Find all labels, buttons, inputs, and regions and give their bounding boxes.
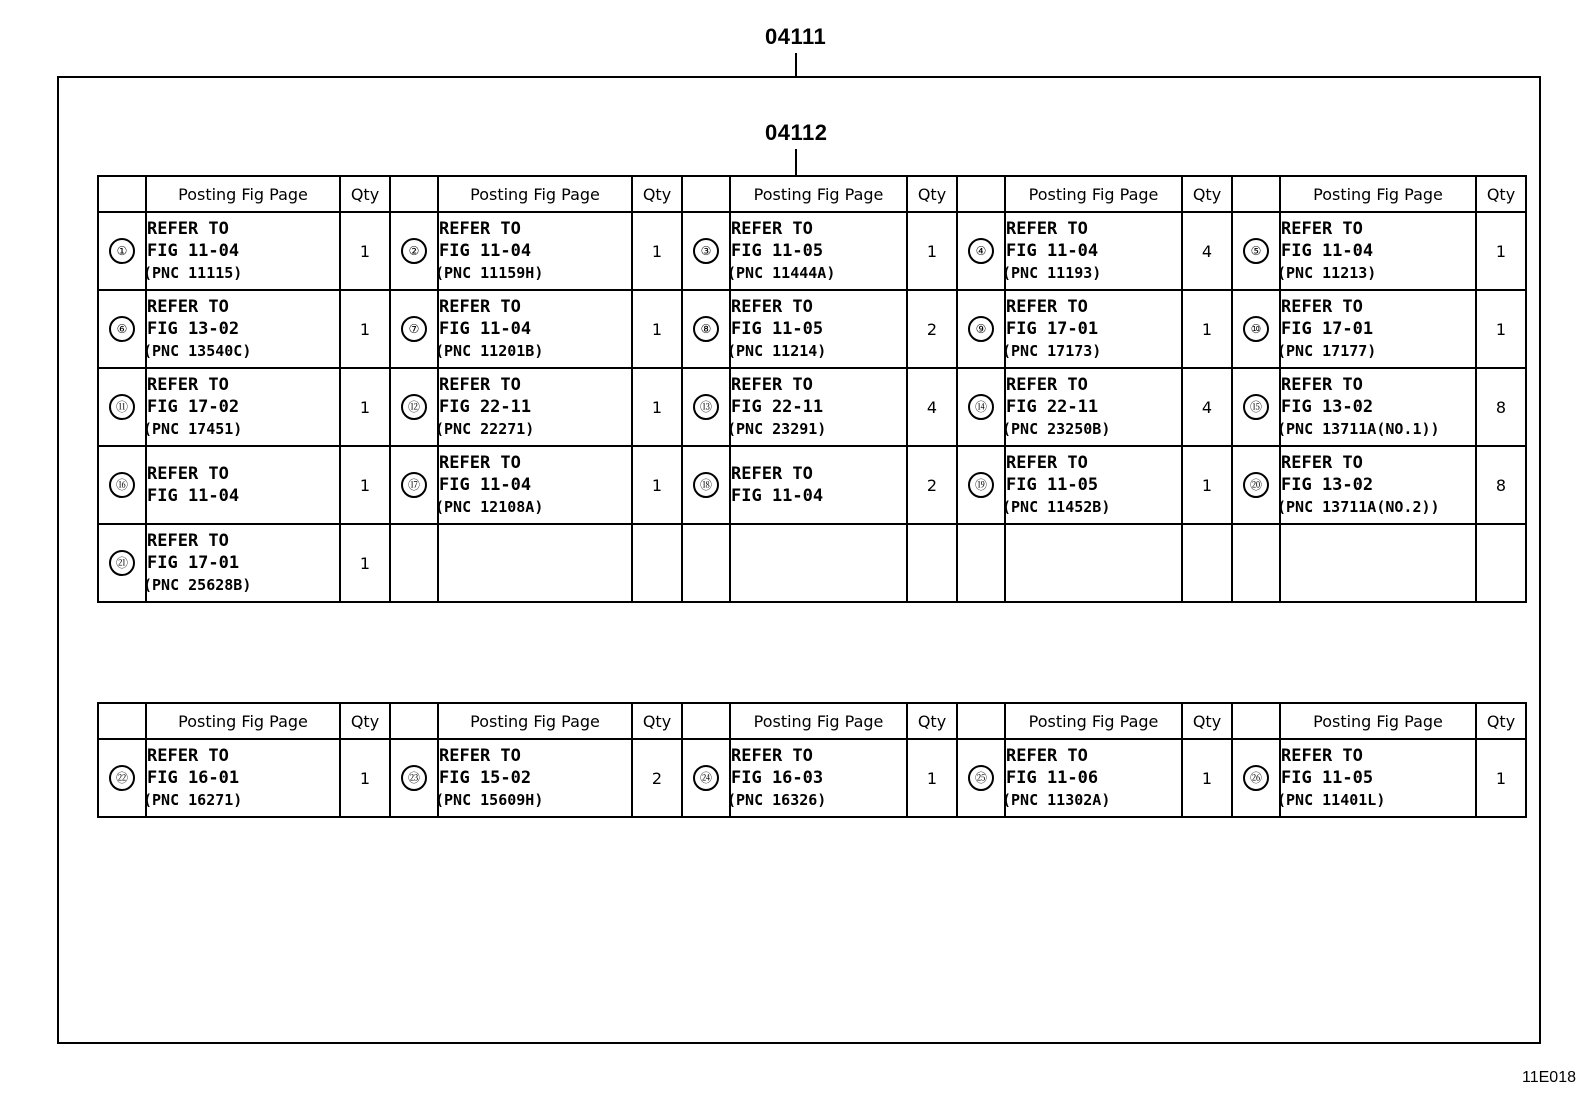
- pnc-ref: (PNC 11213): [1277, 264, 1377, 282]
- refer-to-cell: [143, 212, 340, 290]
- callout-number: ⑫: [401, 394, 427, 420]
- fig-page-ref: FIG 16-01: [147, 768, 240, 788]
- header-qty: Qty: [1182, 176, 1232, 212]
- callout-number-cell: [682, 524, 730, 602]
- subassembly-leader-line: [795, 149, 797, 175]
- refer-to-text: REFER TO: [147, 464, 229, 484]
- callout-number: ㉑: [109, 550, 135, 576]
- pnc-ref: (PNC 23250B): [1002, 420, 1111, 438]
- refer-to-cell: [1002, 739, 1182, 817]
- pnc-ref: (PNC 13540C): [143, 342, 252, 360]
- refer-to-text: REFER TO: [147, 375, 229, 395]
- header-qty: Qty: [632, 176, 682, 212]
- qty-cell: 1: [1476, 212, 1526, 290]
- header-posting-fig-page: Posting Fig Page: [1280, 703, 1476, 739]
- refer-to-cell: [730, 446, 907, 524]
- fig-page-ref: FIG 22-11: [1006, 397, 1099, 417]
- header-posting-fig-page: Posting Fig Page: [438, 703, 632, 739]
- refer-to-cell: [727, 290, 907, 368]
- refer-to-cell: [143, 739, 340, 817]
- header-posting-fig-page: Posting Fig Page: [1005, 176, 1182, 212]
- figure-code: 11E018: [1522, 1069, 1576, 1086]
- callout-number-cell: [98, 446, 146, 524]
- header-index-cell: [1232, 176, 1280, 212]
- refer-to-text: REFER TO: [731, 219, 813, 239]
- callout-number: ⑧: [693, 316, 719, 342]
- refer-to-text: REFER TO: [1006, 746, 1088, 766]
- pnc-ref: (PNC 13711A(NO.1)): [1277, 420, 1440, 438]
- callout-number: ⑭: [968, 394, 994, 420]
- refer-to-cell: [1277, 368, 1476, 446]
- callout-number: ⑱: [693, 472, 719, 498]
- qty-cell: 2: [632, 739, 682, 817]
- refer-to-cell: [435, 446, 632, 524]
- pnc-ref: (PNC 15609H): [435, 791, 544, 809]
- header-index-cell: [1232, 703, 1280, 739]
- refer-to-text: REFER TO: [1281, 453, 1363, 473]
- callout-number: ⑥: [109, 316, 135, 342]
- callout-number-cell: [957, 524, 1005, 602]
- qty-cell: 1: [632, 368, 682, 446]
- header-index-cell: [682, 176, 730, 212]
- refer-to-cell: [727, 739, 907, 817]
- qty-cell: 1: [1182, 739, 1232, 817]
- callout-number: ㉓: [401, 765, 427, 791]
- refer-to-text: REFER TO: [147, 219, 229, 239]
- qty-cell: [1476, 524, 1526, 602]
- header-index-cell: [682, 703, 730, 739]
- callout-number: ①: [109, 238, 135, 264]
- refer-to-text: REFER TO: [147, 297, 229, 317]
- header-index-cell: [957, 176, 1005, 212]
- qty-cell: 1: [340, 446, 390, 524]
- assembly-label: 04111: [765, 24, 827, 49]
- callout-number: ③: [693, 238, 719, 264]
- pnc-ref: (PNC 17451): [143, 420, 243, 438]
- callout-number: ㉒: [109, 765, 135, 791]
- qty-cell: [632, 524, 682, 602]
- qty-cell: 4: [1182, 368, 1232, 446]
- callout-number: ④: [968, 238, 994, 264]
- pnc-ref: (PNC 22271): [435, 420, 535, 438]
- refer-to-cell: [1277, 739, 1476, 817]
- refer-to-cell: [730, 524, 907, 602]
- pnc-ref: (PNC 11302A): [1002, 791, 1111, 809]
- header-posting-fig-page: Posting Fig Page: [438, 176, 632, 212]
- fig-page-ref: FIG 11-05: [1281, 768, 1374, 788]
- refer-to-text: REFER TO: [1281, 297, 1363, 317]
- callout-number: ⑮: [1243, 394, 1269, 420]
- fig-page-ref: FIG 22-11: [439, 397, 532, 417]
- pnc-ref: (PNC 11214): [727, 342, 827, 360]
- fig-page-ref: FIG 11-04: [1281, 241, 1374, 261]
- fig-page-ref: FIG 13-02: [1281, 397, 1374, 417]
- table-row: [98, 524, 1526, 602]
- qty-cell: [1182, 524, 1232, 602]
- refer-to-cell: [1277, 446, 1476, 524]
- callout-number-cell: [957, 446, 1005, 524]
- qty-cell: 1: [907, 739, 957, 817]
- refer-to-cell: [438, 524, 632, 602]
- refer-to-text: REFER TO: [731, 746, 813, 766]
- pnc-ref: (PNC 11193): [1002, 264, 1102, 282]
- header-qty: Qty: [632, 703, 682, 739]
- pnc-ref: (PNC 11444A): [727, 264, 836, 282]
- fig-page-ref: FIG 11-05: [731, 241, 824, 261]
- header-index-cell: [98, 176, 146, 212]
- refer-to-text: REFER TO: [1006, 453, 1088, 473]
- fig-page-ref: FIG 11-05: [731, 319, 824, 339]
- refer-to-text: REFER TO: [1281, 746, 1363, 766]
- table-row: [98, 290, 1526, 368]
- header-index-cell: [98, 703, 146, 739]
- callout-number-cell: [682, 212, 730, 290]
- header-posting-fig-page: Posting Fig Page: [1005, 703, 1182, 739]
- fig-page-ref: FIG 11-05: [1006, 475, 1099, 495]
- callout-number: ⑩: [1243, 316, 1269, 342]
- header-posting-fig-page: Posting Fig Page: [146, 703, 340, 739]
- qty-cell: 1: [340, 739, 390, 817]
- qty-cell: 8: [1476, 446, 1526, 524]
- refer-to-cell: [1002, 290, 1182, 368]
- pnc-ref: (PNC 17177): [1277, 342, 1377, 360]
- fig-page-ref: FIG 11-04: [731, 486, 824, 506]
- refer-to-cell: [727, 368, 907, 446]
- qty-cell: 1: [1182, 446, 1232, 524]
- fig-page-ref: FIG 13-02: [147, 319, 240, 339]
- callout-number-cell: [1232, 739, 1280, 817]
- fig-page-ref: FIG 17-01: [1281, 319, 1374, 339]
- pnc-ref: (PNC 11201B): [435, 342, 544, 360]
- refer-to-cell: [1005, 524, 1182, 602]
- callout-number: ⑤: [1243, 238, 1269, 264]
- callout-number-cell: [1232, 446, 1280, 524]
- refer-to-cell: [1002, 212, 1182, 290]
- refer-to-text: REFER TO: [147, 746, 229, 766]
- refer-to-text: REFER TO: [147, 531, 229, 551]
- qty-cell: 1: [632, 212, 682, 290]
- table-header-row: [98, 176, 1526, 212]
- header-qty: Qty: [1182, 703, 1232, 739]
- refer-to-text: REFER TO: [731, 297, 813, 317]
- subassembly-label: 04112: [765, 120, 828, 145]
- callout-number-cell: [682, 446, 730, 524]
- header-posting-fig-page: Posting Fig Page: [146, 176, 340, 212]
- refer-to-cell: [1280, 524, 1476, 602]
- callout-number: ⑪: [109, 394, 135, 420]
- fig-page-ref: FIG 17-02: [147, 397, 240, 417]
- qty-cell: 1: [340, 290, 390, 368]
- callout-number-cell: [957, 368, 1005, 446]
- header-qty: Qty: [1476, 703, 1526, 739]
- callout-number-cell: [390, 446, 438, 524]
- qty-cell: 1: [907, 212, 957, 290]
- fig-page-ref: FIG 11-04: [439, 475, 532, 495]
- refer-to-cell: [435, 368, 632, 446]
- qty-cell: 1: [1476, 739, 1526, 817]
- callout-number-cell: [98, 368, 146, 446]
- header-index-cell: [390, 703, 438, 739]
- table-row: [98, 446, 1526, 524]
- fig-page-ref: FIG 11-04: [147, 241, 240, 261]
- refer-to-cell: [146, 446, 340, 524]
- callout-number: ⑬: [693, 394, 719, 420]
- refer-to-text: REFER TO: [731, 375, 813, 395]
- callout-number-cell: [390, 212, 438, 290]
- table-row: [98, 368, 1526, 446]
- refer-to-cell: [143, 290, 340, 368]
- pnc-ref: (PNC 16271): [143, 791, 243, 809]
- refer-to-text: REFER TO: [439, 746, 521, 766]
- callout-number-cell: [390, 739, 438, 817]
- callout-number: ⑨: [968, 316, 994, 342]
- callout-number-cell: [682, 368, 730, 446]
- refer-to-cell: [1277, 290, 1476, 368]
- refer-to-cell: [435, 739, 632, 817]
- refer-to-text: REFER TO: [1006, 297, 1088, 317]
- fig-page-ref: FIG 17-01: [147, 553, 240, 573]
- callout-number: ②: [401, 238, 427, 264]
- callout-number-cell: [957, 739, 1005, 817]
- pnc-ref: (PNC 25628B): [143, 576, 252, 594]
- refer-to-text: REFER TO: [1281, 375, 1363, 395]
- table-row: [98, 212, 1526, 290]
- header-qty: Qty: [907, 703, 957, 739]
- callout-number-cell: [682, 739, 730, 817]
- callout-number: ⑦: [401, 316, 427, 342]
- callout-number: ⑯: [109, 472, 135, 498]
- callout-number-cell: [98, 290, 146, 368]
- refer-to-cell: [1002, 446, 1182, 524]
- header-qty: Qty: [907, 176, 957, 212]
- qty-cell: 8: [1476, 368, 1526, 446]
- pnc-ref: (PNC 11115): [143, 264, 243, 282]
- callout-number: ⑲: [968, 472, 994, 498]
- callout-number-cell: [390, 524, 438, 602]
- callout-number-cell: [957, 290, 1005, 368]
- refer-to-text: REFER TO: [439, 219, 521, 239]
- refer-to-text: REFER TO: [439, 375, 521, 395]
- callout-number: ⑰: [401, 472, 427, 498]
- pnc-ref: (PNC 16326): [727, 791, 827, 809]
- callout-number: ㉕: [968, 765, 994, 791]
- refer-to-text: REFER TO: [439, 297, 521, 317]
- qty-cell: 4: [907, 368, 957, 446]
- parts-reference-table-2: [97, 702, 1527, 818]
- pnc-ref: (PNC 12108A): [435, 498, 544, 516]
- qty-cell: [907, 524, 957, 602]
- refer-to-cell: [1002, 368, 1182, 446]
- refer-to-cell: [143, 368, 340, 446]
- refer-to-cell: [727, 212, 907, 290]
- qty-cell: 2: [907, 446, 957, 524]
- qty-cell: 1: [340, 368, 390, 446]
- qty-cell: 1: [340, 212, 390, 290]
- qty-cell: 1: [340, 524, 390, 602]
- callout-number-cell: [390, 368, 438, 446]
- table-header-row: [98, 703, 1526, 739]
- header-index-cell: [390, 176, 438, 212]
- refer-to-text: REFER TO: [1281, 219, 1363, 239]
- qty-cell: 4: [1182, 212, 1232, 290]
- pnc-ref: (PNC 23291): [727, 420, 827, 438]
- header-posting-fig-page: Posting Fig Page: [730, 703, 907, 739]
- callout-number: ⑳: [1243, 472, 1269, 498]
- refer-to-cell: [143, 524, 340, 602]
- callout-number-cell: [98, 524, 146, 602]
- qty-cell: 1: [632, 446, 682, 524]
- table-row: [98, 739, 1526, 817]
- qty-cell: 1: [632, 290, 682, 368]
- refer-to-cell: [1277, 212, 1476, 290]
- fig-page-ref: FIG 16-03: [731, 768, 824, 788]
- header-posting-fig-page: Posting Fig Page: [730, 176, 907, 212]
- pnc-ref: (PNC 17173): [1002, 342, 1102, 360]
- callout-number-cell: [957, 212, 1005, 290]
- callout-number-cell: [1232, 368, 1280, 446]
- parts-reference-table-1: [97, 175, 1527, 603]
- pnc-ref: (PNC 11452B): [1002, 498, 1111, 516]
- refer-to-cell: [435, 290, 632, 368]
- fig-page-ref: FIG 11-04: [439, 319, 532, 339]
- fig-page-ref: FIG 11-04: [147, 486, 240, 506]
- header-qty: Qty: [1476, 176, 1526, 212]
- callout-number-cell: [1232, 524, 1280, 602]
- fig-page-ref: FIG 17-01: [1006, 319, 1099, 339]
- header-index-cell: [957, 703, 1005, 739]
- refer-to-text: REFER TO: [731, 464, 813, 484]
- assembly-leader-line: [795, 53, 797, 76]
- refer-to-cell: [435, 212, 632, 290]
- callout-number-cell: [682, 290, 730, 368]
- fig-page-ref: FIG 11-04: [1006, 241, 1099, 261]
- callout-number-cell: [98, 739, 146, 817]
- pnc-ref: (PNC 11159H): [435, 264, 544, 282]
- callout-number-cell: [98, 212, 146, 290]
- refer-to-text: REFER TO: [1006, 219, 1088, 239]
- qty-cell: 1: [1476, 290, 1526, 368]
- qty-cell: 2: [907, 290, 957, 368]
- fig-page-ref: FIG 11-06: [1006, 768, 1099, 788]
- callout-number-cell: [390, 290, 438, 368]
- callout-number: ㉖: [1243, 765, 1269, 791]
- header-qty: Qty: [340, 176, 390, 212]
- fig-page-ref: FIG 15-02: [439, 768, 532, 788]
- pnc-ref: (PNC 13711A(NO.2)): [1277, 498, 1440, 516]
- header-posting-fig-page: Posting Fig Page: [1280, 176, 1476, 212]
- callout-number: ㉔: [693, 765, 719, 791]
- fig-page-ref: FIG 11-04: [439, 241, 532, 261]
- refer-to-text: REFER TO: [439, 453, 521, 473]
- pnc-ref: (PNC 11401L): [1277, 791, 1386, 809]
- header-qty: Qty: [340, 703, 390, 739]
- refer-to-text: REFER TO: [1006, 375, 1088, 395]
- fig-page-ref: FIG 13-02: [1281, 475, 1374, 495]
- callout-number-cell: [1232, 290, 1280, 368]
- callout-number-cell: [1232, 212, 1280, 290]
- fig-page-ref: FIG 22-11: [731, 397, 824, 417]
- qty-cell: 1: [1182, 290, 1232, 368]
